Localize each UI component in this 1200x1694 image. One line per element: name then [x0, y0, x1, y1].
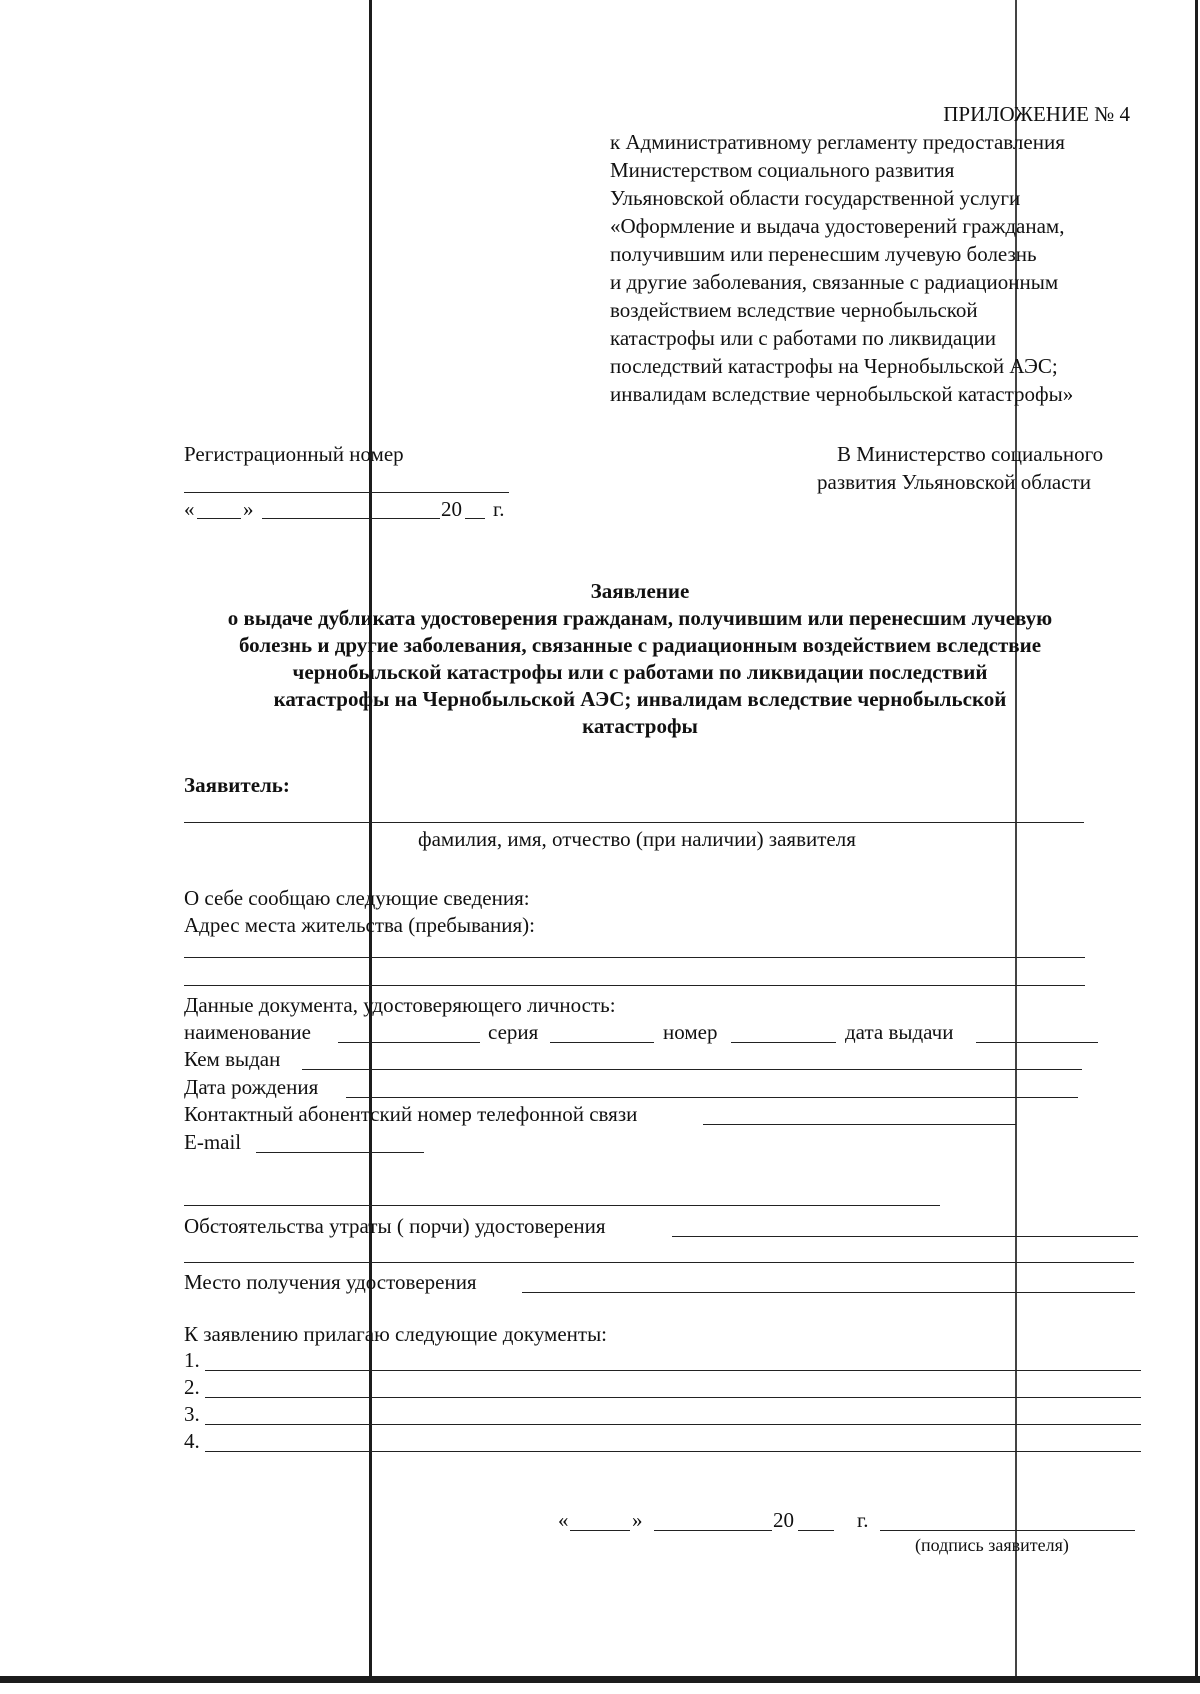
phone-label: Контактный абонентский номер телефонной связи: [184, 1102, 638, 1126]
receipt-place-field[interactable]: [522, 1292, 1135, 1293]
attachment-number: 3.: [184, 1402, 200, 1426]
signature-date-open: «: [558, 1508, 569, 1532]
appendix-line: последствий катастрофы на Чернобыльской АЭС;: [610, 354, 1058, 378]
signature-year-field[interactable]: [798, 1530, 834, 1531]
addressee-line: В Министерство социального: [837, 442, 1104, 466]
series-field[interactable]: [550, 1042, 654, 1043]
signature-year-suffix: г.: [857, 1508, 869, 1532]
registration-year-suffix: г.: [493, 497, 505, 521]
appendix-line: и другие заболевания, связанные с радиационным: [610, 270, 1059, 294]
appendix-block: [610, 100, 1140, 408]
issue-date-label: дата выдачи: [845, 1020, 954, 1044]
applicant-caption: фамилия, имя, отчество (при наличии) заявителя: [418, 827, 856, 851]
issued-by-field[interactable]: [302, 1069, 1082, 1070]
doc-name-field[interactable]: [338, 1042, 480, 1043]
circumstances-label: Обстоятельства утраты ( порчи) удостоверения: [184, 1214, 606, 1238]
issue-date-field[interactable]: [976, 1042, 1098, 1043]
address-field-2[interactable]: [184, 985, 1085, 986]
appendix-line: Министерством социального развития: [610, 158, 955, 182]
issued-by-label: Кем выдан: [184, 1047, 281, 1071]
registration-year: 20: [441, 497, 462, 521]
address-label: Адрес места жительства (пребывания):: [184, 913, 536, 937]
signature-date-close: »: [632, 1508, 643, 1532]
phone-field[interactable]: [703, 1124, 1016, 1125]
circumstances-field[interactable]: [672, 1236, 1138, 1237]
registration-date-open: «: [184, 497, 195, 521]
extra-field[interactable]: [184, 1205, 940, 1206]
document-title: Заявление: [590, 579, 690, 603]
attachment-number: 1.: [184, 1348, 200, 1372]
id-doc-label: Данные документа, удостоверяющего личность:: [184, 993, 616, 1017]
number-field[interactable]: [731, 1042, 836, 1043]
registration-day-field[interactable]: [197, 518, 241, 519]
scan-artifact-line: [369, 0, 372, 1678]
document-subtitle-line: катастрофы: [582, 714, 698, 738]
appendix-line: получившим или перенесшим лучевую болезнь: [610, 242, 1037, 266]
attachment-number: 2.: [184, 1375, 200, 1399]
scan-artifact-line: [1195, 0, 1198, 1678]
appendix-line: «Оформление и выдача удостоверений гражданам,: [610, 214, 1065, 238]
document-subtitle-line: о выдаче дубликата удостоверения гражданам, получившим или перенесшим лучевую: [227, 606, 1053, 630]
attachment-field-2[interactable]: [205, 1397, 1141, 1398]
addressee-line: развития Ульяновской области: [817, 470, 1091, 494]
doc-name-label: наименование: [184, 1020, 311, 1044]
registration-date-close: »: [243, 497, 254, 521]
email-label: E-mail: [184, 1130, 242, 1154]
document-subtitle-line: болезнь и другие заболевания, связанные с радиационным воздействием вследствие: [238, 633, 1042, 657]
document-subtitle-line: чернобыльской катастрофы или с работами по ликвидации последствий: [292, 660, 988, 684]
document-title-block: [150, 578, 1130, 740]
number-label: номер: [663, 1020, 718, 1044]
attachment-field-3[interactable]: [205, 1424, 1141, 1425]
circumstances-field-2[interactable]: [184, 1262, 1134, 1263]
address-field-1[interactable]: [184, 957, 1085, 958]
registration-number-field[interactable]: [184, 492, 509, 493]
appendix-line: к Административному регламенту предоставления: [610, 130, 1065, 154]
appendix-title: ПРИЛОЖЕНИЕ № 4: [943, 102, 1130, 126]
document-subtitle-line: катастрофы на Чернобыльской АЭС; инвалидам вследствие чернобыльской: [273, 687, 1007, 711]
signature-day-field[interactable]: [570, 1530, 630, 1531]
birth-date-label: Дата рождения: [184, 1075, 319, 1099]
info-intro: О себе сообщаю следующие сведения:: [184, 886, 530, 910]
signature-month-field[interactable]: [654, 1530, 772, 1531]
attachments-label: К заявлению прилагаю следующие документы:: [184, 1322, 608, 1346]
appendix-line: Ульяновской области государственной услуги: [610, 186, 1021, 210]
applicant-name-field[interactable]: [184, 822, 1084, 823]
email-field[interactable]: [256, 1152, 424, 1153]
signature-caption: (подпись заявителя): [915, 1535, 1069, 1555]
attachment-number: 4.: [184, 1429, 200, 1453]
applicant-label: Заявитель:: [184, 773, 290, 797]
attachment-field-1[interactable]: [205, 1370, 1141, 1371]
appendix-line: воздействием вследствие чернобыльской: [610, 298, 978, 322]
series-label: серия: [488, 1020, 539, 1044]
appendix-line: катастрофы или с работами по ликвидации: [610, 326, 996, 350]
signature-field[interactable]: [880, 1530, 1135, 1531]
birth-date-field[interactable]: [346, 1097, 1078, 1098]
appendix-line: инвалидам вследствие чернобыльской катастрофы»: [610, 382, 1074, 406]
receipt-place-label: Место получения удостоверения: [184, 1270, 477, 1294]
scan-artifact-border: [0, 1676, 1200, 1683]
registration-month-field[interactable]: [262, 518, 440, 519]
registration-label: Регистрационный номер: [184, 442, 404, 466]
attachment-field-4[interactable]: [205, 1451, 1141, 1452]
registration-year-field[interactable]: [465, 518, 485, 519]
signature-year: 20: [773, 1508, 794, 1532]
